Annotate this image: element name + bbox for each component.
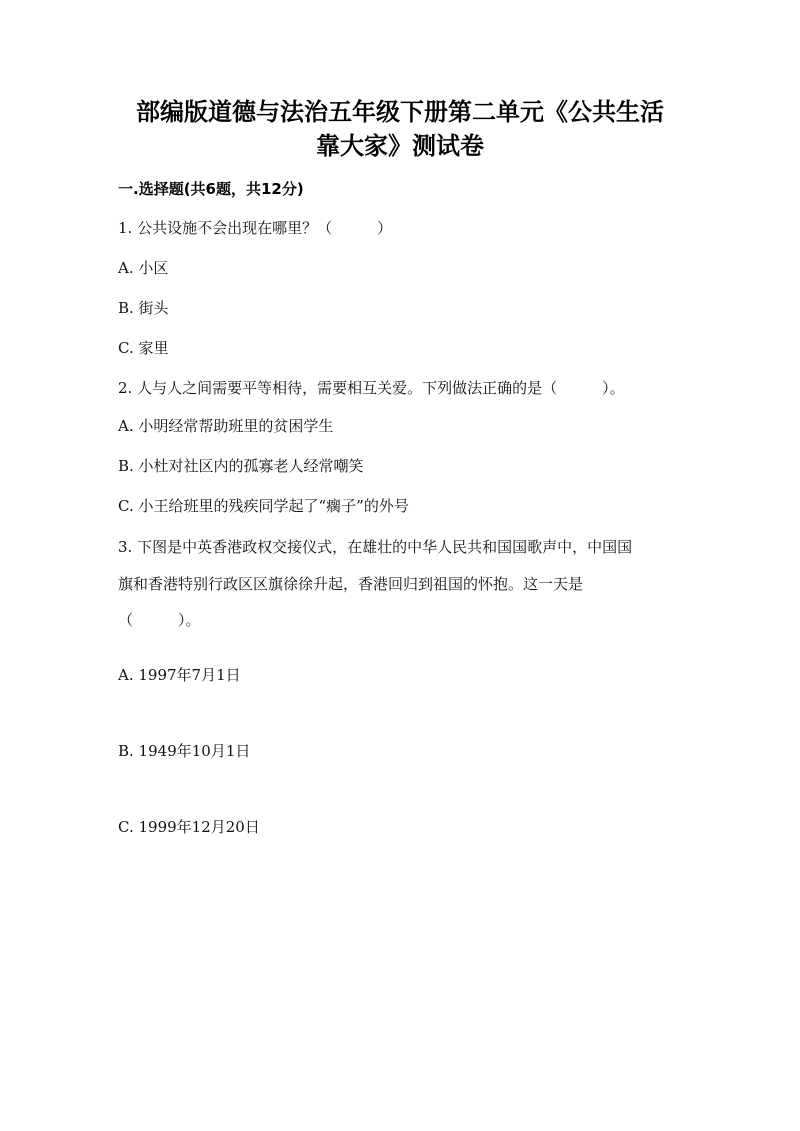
document-title-line-2: 靠大家》测试卷: [316, 132, 484, 160]
question-2-option-b: B. 小杜对社区内的孤寡老人经常嘲笑: [118, 457, 364, 475]
question-1-option-c: C. 家里: [118, 339, 169, 357]
question-3-option-c: C. 1999年12月20日: [118, 818, 260, 836]
question-3-stem-line-1: 3. 下图是中英香港政权交接仪式，在雄壮的中华人民共和国国歌声中，中国国: [118, 538, 633, 556]
question-2-option-a: A. 小明经常帮助班里的贫困学生: [118, 417, 334, 435]
question-3-stem-line-2: 旗和香港特别行政区区旗徐徐升起，香港回归到祖国的怀抱。这一天是: [118, 575, 584, 593]
section-heading: 一.选择题(共6题，共12分): [118, 180, 304, 198]
question-2-stem: 2. 人与人之间需要平等相待，需要相互关爱。下列做法正确的是（ ）。: [118, 379, 625, 397]
question-1-option-a: A. 小区: [118, 259, 169, 277]
question-1-option-b: B. 街头: [118, 299, 169, 317]
question-1-stem: 1. 公共设施不会出现在哪里？（ ）: [118, 219, 393, 237]
question-2-option-c: C. 小王给班里的残疾同学起了“瘸子”的外号: [118, 497, 409, 515]
question-3-option-a: A. 1997年7月1日: [118, 666, 241, 684]
question-3-stem-line-3: （ ）。: [118, 611, 201, 629]
document-title-line-1: 部编版道德与法治五年级下册第二单元《公共生活: [136, 98, 664, 126]
question-3-option-b: B. 1949年10月1日: [118, 742, 251, 760]
